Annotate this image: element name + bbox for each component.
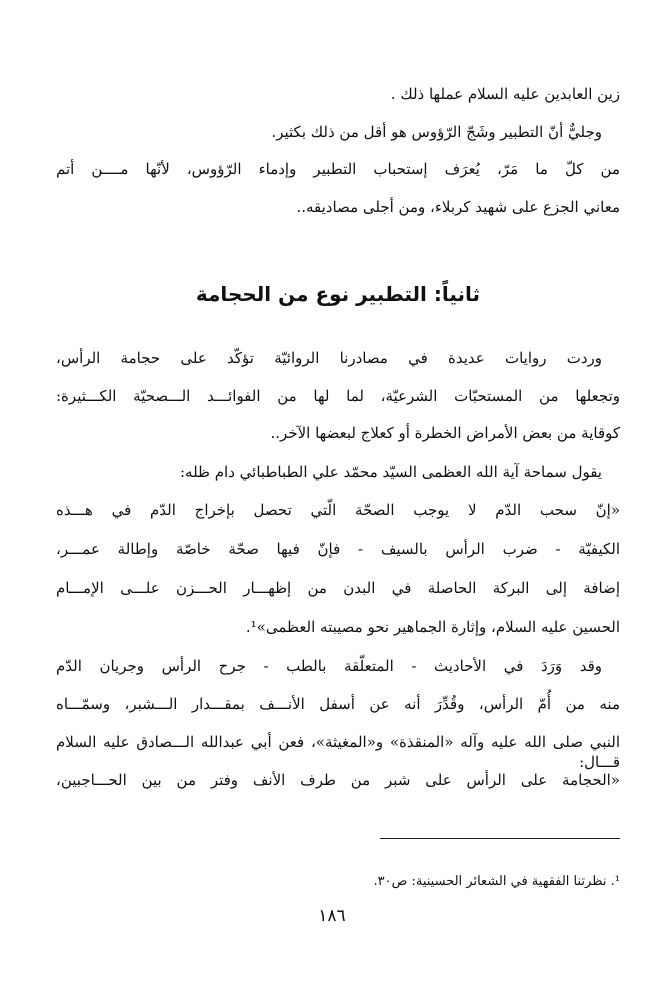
text-line: كوقاية من بعض الأمراض الخطرة أو كعلاج لبعضها الآخر..: [270, 424, 620, 442]
text-line: وجليٌّ أنّ التطبير وشَجّ الرّؤوس هو أقل من ذلك بكثير.: [271, 123, 602, 141]
text-line: زين العابدين عليه السلام عملها ذلك .: [390, 85, 620, 103]
text-line: إضافة إلى البركة الحاصلة في البدن من إظهـــار الحـــزن علـــى الإمـــام: [56, 579, 620, 597]
text-line: معاني الجزع على شهيد كربلاء، ومن أجلى مصاديقه..: [296, 198, 620, 216]
text-line: «الحجامة على الرأس على شبر من طرف الأنف وفتر من بين الحـــاجبين،: [56, 771, 620, 789]
page-number: ١٨٦: [318, 906, 346, 926]
footnote: ¹. نظرتنا الفقهية في الشعائر الحسينية: ص٣٠.: [373, 874, 620, 889]
text-line: من كلّ ما مَرّ، يُعرَف إستحباب التطبير وإدماء الرّؤوس، لأنّها مــــن أتم: [56, 160, 620, 178]
text-line: وردت روايات عديدة في مصادرنا الروائيّة تؤكّد على حجامة الرأس،: [56, 349, 602, 367]
section-heading: ثانياً: التطبير نوع من الحجامة: [195, 282, 481, 306]
text-line: النبي صلى الله عليه وآله «المنقذة» و«المغيثة»، فعن أبي عبدالله الـــصادق عليه السلام قـــال:: [56, 733, 620, 771]
text-line: «إنّ سحب الدّم لا يوجب الصحّة الّتي تحصل بإخراج الدّم في هـــذه: [56, 501, 620, 519]
text-line: يقول سماحة آية الله العظمى السيّد محمّد علي الطباطبائي دام ظله:: [180, 463, 602, 481]
text-line: الحسين عليه السلام، وإثارة الجماهير نحو مصيبته العظمى»¹.: [245, 618, 620, 636]
text-line: وقد وَرَدَ في الأحاديث - المتعلّقة بالطب - جرح الرأس وجريان الدّم: [56, 657, 602, 675]
text-line: الكيفيّة - ضرب الرأس بالسيف - فإنّ فيها صحّة خاصّة وإطالة عمـــر،: [56, 540, 620, 558]
footnote-divider: [380, 838, 620, 839]
text-line: منه من أُمّ الرأس، وقُدِّرَ أنه عن أسفل الأنـــف بمقـــدار الـــشبر، وسمّـــاه: [56, 695, 620, 713]
text-line: وتجعلها من المستحبّات الشرعيّة، لما لها من الفوائـــد الـــصحيّة الكـــثيرة:: [56, 387, 620, 405]
